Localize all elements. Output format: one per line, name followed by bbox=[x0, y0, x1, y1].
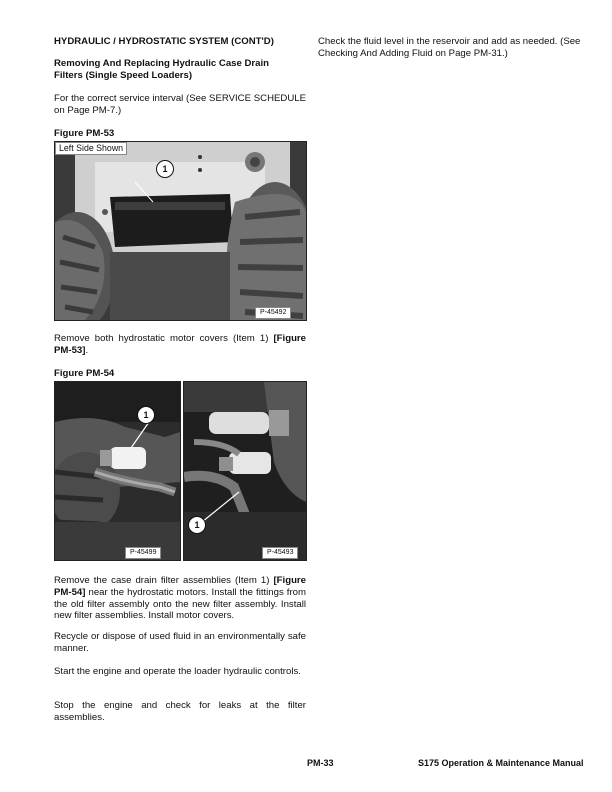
figure-54a-code: P-45499 bbox=[125, 547, 161, 559]
section-title: HYDRAULIC / HYDROSTATIC SYSTEM (CONT'D) bbox=[54, 36, 274, 47]
replace-filters-body-a: Remove the case drain filter assemblies (Item 1) bbox=[54, 575, 274, 586]
figure-53-caption: Left Side Shown bbox=[55, 142, 127, 155]
replace-filters-ref: [Figure PM-54] bbox=[54, 575, 306, 598]
remove-covers-body: Remove both hydrostatic motor covers (Item 1) bbox=[54, 333, 274, 344]
section-header bbox=[54, 36, 306, 48]
service-interval-text: For the correct service interval (See SERVICE SCHEDULE on Page PM-7.) bbox=[54, 93, 306, 116]
check-fluid-paragraph bbox=[318, 36, 586, 60]
subsection-header bbox=[54, 58, 306, 82]
subsection-title-line1: Removing And Replacing Hydraulic Case Drain bbox=[54, 58, 270, 69]
remove-covers-end: . bbox=[85, 344, 89, 356]
remove-covers-text bbox=[54, 333, 306, 357]
manual-title: S175 Operation & Maintenance Manual bbox=[418, 758, 584, 768]
figure-53-callout: 1 bbox=[156, 160, 174, 178]
figure-53-label-wrap bbox=[54, 128, 306, 140]
machine-photo-illustration bbox=[55, 142, 306, 320]
page-number: PM-33 bbox=[307, 758, 334, 768]
figure-53-code: P-45492 bbox=[255, 307, 291, 319]
replace-filters-paragraph bbox=[54, 575, 306, 622]
start-engine-paragraph bbox=[54, 666, 306, 678]
check-fluid-text: Check the fluid level in the reservoir and add as needed. (See Checking And Adding Fluid on Page PM-31.) bbox=[318, 36, 581, 59]
figure-54b-photo bbox=[183, 381, 307, 561]
figure-54a-photo bbox=[54, 381, 181, 561]
subsection-title-line2: Filters (Single Speed Loaders) bbox=[54, 69, 193, 81]
replace-filters-text bbox=[54, 575, 306, 622]
start-engine-text: Start the engine and operate the loader hydraulic controls. bbox=[54, 666, 301, 677]
recycle-text: Recycle or dispose of used fluid in an environmentally safe manner. bbox=[54, 631, 306, 654]
filter-photo-illustration bbox=[55, 382, 180, 560]
figure-54-label-wrap bbox=[54, 368, 306, 380]
stop-engine-text: Stop the engine and check for leaks at the filter assemblies. bbox=[54, 700, 306, 723]
figure-53-photo bbox=[54, 141, 307, 321]
figure-54-label: Figure PM-54 bbox=[54, 368, 115, 379]
remove-covers-paragraph bbox=[54, 333, 306, 357]
recycle-paragraph bbox=[54, 631, 306, 655]
remove-covers-ref: [Figure PM-53] bbox=[54, 333, 306, 356]
figure-53-label: Figure PM-53 bbox=[54, 128, 115, 139]
filter-closeup-photo-illustration bbox=[184, 382, 306, 560]
service-interval-paragraph bbox=[54, 93, 306, 117]
figure-54b-code: P-45493 bbox=[262, 547, 298, 559]
replace-filters-body-b: near the hydrostatic motors. Install the fittings from the old filter assembly onto the new filter assembly. Install new filter assemblies. Install motor covers. bbox=[54, 586, 306, 622]
stop-engine-paragraph bbox=[54, 700, 306, 724]
figure-54a-callout: 1 bbox=[137, 406, 155, 424]
figure-54b-callout: 1 bbox=[188, 516, 206, 534]
